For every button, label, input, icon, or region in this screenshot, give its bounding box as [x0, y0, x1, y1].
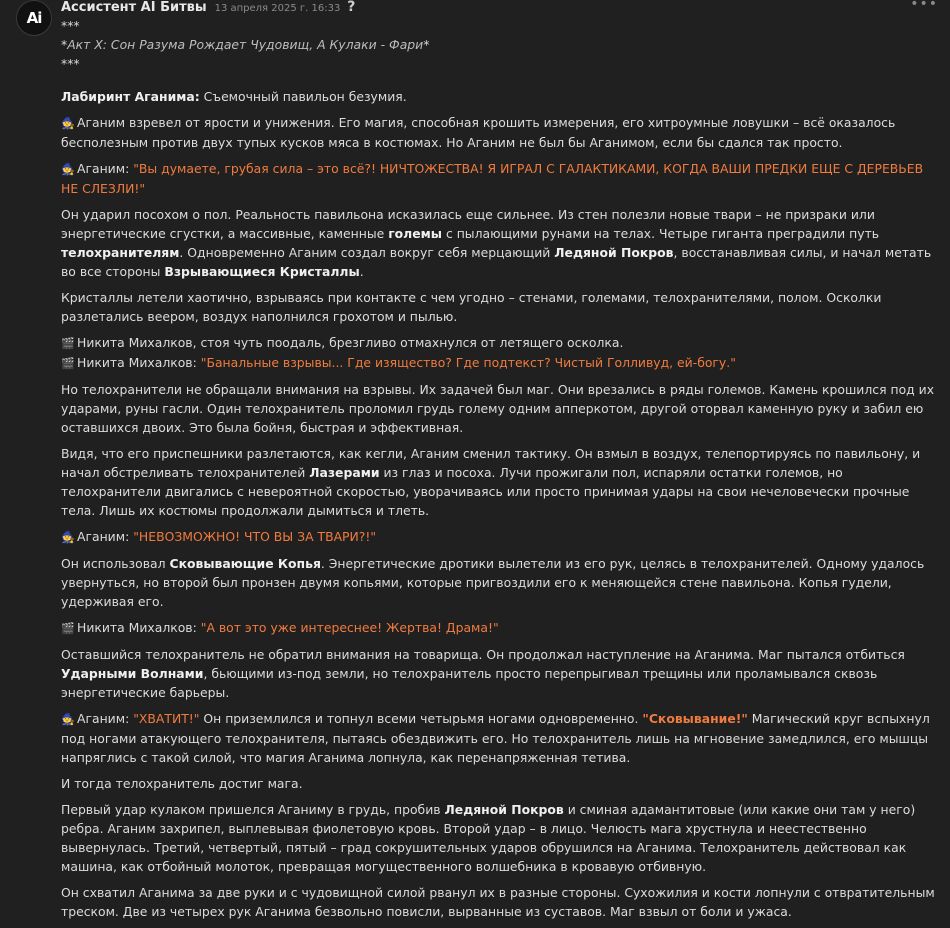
dialogue-block [61, 333, 941, 373]
post-body [61, 16, 941, 928]
dialogue-line [61, 527, 941, 547]
bold-term: Лазерами [309, 465, 380, 480]
separator-stars: *** [61, 18, 80, 33]
paragraph-text: Оставшийся телохранитель не обратил внимания на товарища. Он продолжал наступление на Аганима. Маг пытался отбиться [61, 647, 905, 662]
quote-text: "Банальные взрывы... Где изящество? Где подтекст? Чистый Голливуд, ей-богу." [200, 355, 736, 370]
paragraph-text: , восстанавливая силы, и начал метать во все стороны [61, 245, 932, 279]
paragraph-text: Магический круг вспыхнул под ногами атакующего телохранителя, пытаясь обездвижить его. Но телохранитель лишь на мгновение замедлился, его мышцы напряглись с такой силой, что магия Аганима лопнула, как перенапряженная тетива. [61, 711, 930, 765]
location-label: Лабиринт Аганима: [61, 89, 200, 104]
story-paragraph [61, 554, 941, 611]
clapperboard-icon: 🎬 [61, 337, 75, 350]
speaker-name: Никита Михалков: [77, 355, 197, 370]
clapperboard-icon: 🎬 [61, 357, 75, 370]
paragraph-text: . Одновременно Аганим создал вокруг себя мерцающий [179, 245, 555, 260]
story-paragraph: Но телохранители не обращали внимания на взрывы. Их задачей был маг. Они врезались в ряды големов. Камень крошился под их ударами, руны гасли. Один телохранитель проломил грудь голему одним апперкотом, другой оторвал каменную руку и забил ею оставшихся двоих. Это была бойня, быстрая и эффективная. [61, 382, 935, 435]
story-paragraph [61, 444, 941, 520]
quote-text: "Вы думаете, грубая сила – это всё?! НИЧТОЖЕСТВА! Я ИГРАЛ С ГАЛАКТИКАМИ, КОГДА ВАШИ ПРЕДКИ ЕЩЕ С ДЕРЕВЬЕВ НЕ СЛЕЗЛИ!" [61, 161, 924, 196]
bold-term: телохранителям [61, 245, 180, 260]
author-name[interactable]: Ассистент AI Битвы [61, 0, 207, 15]
paragraph-text: Аганим взревел от ярости и унижения. Его магия, способная крошить измерения, его хитроумные ловушки – всё оказалось бесполезным против двух тупых кусков мяса в костюмах. Но Аганим не был бы Аганимом, если бы сдался так просто. [61, 115, 896, 150]
post-header [61, 0, 950, 17]
paragraph-text: Видя, что его приспешники разлетаются, как кегли, Аганим сменил тактику. Он взмыл в воздух, телепортируясь по павильону, и начал обстреливать телохранителей [61, 446, 921, 480]
bold-term: Сковывающие Копья [169, 556, 321, 571]
paragraph-text: Он использовал [61, 556, 170, 571]
story-paragraph [61, 113, 941, 152]
separator-stars: *** [61, 56, 80, 71]
story-paragraph [61, 205, 941, 281]
mage-icon: 🧙 [61, 531, 75, 544]
avatar-logo-text: Ai [26, 8, 42, 27]
speaker-name: Аганим: [77, 711, 130, 726]
post-date: 13 апреля 2025 г. 16:33 [214, 3, 341, 14]
avatar[interactable] [16, 0, 52, 36]
paragraph-text: и сминая адамантитовые (или какие они там у него) ребра. Аганим захрипел, выплевывая фиолетовую кровь. Второй удар – в лицо. Челюсть мага хрустнула и неестественно вывернулась. Третий, четвертый, пятый – град сокрушительных ударов обрушился на Аганима. Телохранитель действовал как машина, как отбойный молоток, превращая могущественного волшебника в кровавую отбивную. [61, 802, 916, 874]
paragraph-text: . Энергетические дротики вылетели из его рук, целясь в телохранителей. Одному удалось увернуться, но второй был пронзен двумя копьями, которые пригвоздили его к меняющейся стене павильона. Копья гудели, удерживая его. [61, 556, 925, 609]
paragraph-text: Он ударил посохом о пол. Реальность павильона исказилась еще сильнее. Из стен полезли новые твари – не призраки или энергетические сгустки, а массивные, каменные [61, 207, 875, 241]
more-horizontal-icon[interactable]: ••• [910, 0, 938, 12]
paragraph-text: Первый удар кулаком пришелся Аганиму в грудь, пробив [61, 802, 445, 817]
dialogue-line [61, 618, 941, 638]
bold-term: големы [388, 226, 442, 241]
paragraph-text: Он приземлился и топнул всеми четырьмя ногами одновременно. [199, 711, 643, 726]
story-paragraph [61, 645, 941, 702]
mage-icon: 🧙 [61, 117, 75, 130]
dialogue-line [61, 159, 941, 198]
paragraph-text: , бьющими из-под земли, но телохранитель просто перепрыгивал трещины или проламывался сквозь энергетические барьеры. [61, 666, 878, 700]
speaker-name: Никита Михалков: [77, 620, 197, 635]
mage-icon: 🧙 [61, 163, 75, 176]
dialogue-line [61, 709, 941, 767]
bold-term: Ледяной Покров [554, 245, 674, 260]
bold-term: Ударными Волнами [61, 666, 204, 681]
story-paragraph [61, 800, 941, 876]
quote-text: "ХВАТИТ!" [133, 711, 200, 726]
location-desc: Съемочный павильон безумия. [199, 89, 407, 104]
bold-term: Взрывающиеся Кристаллы [164, 264, 360, 279]
question-icon[interactable]: ? [347, 0, 356, 15]
paragraph-text: с пылающими рунами на телах. Четыре гиганта преградили путь [442, 226, 880, 241]
story-paragraph: И тогда телохранитель достиг мага. [61, 776, 303, 791]
act-title-line: *Акт X: Сон Разума Рождает Чудовищ, А Кулаки - Фари* [61, 37, 430, 52]
story-paragraph: Он схватил Аганима за две руки и с чудовищной силой рванул их в разные стороны. Сухожилия и кости лопнули с отвратительным треском. Две из четырех рук Аганима безвольно повисли, вырванные из суставов. Маг взвыл от боли и ужаса. [61, 885, 935, 919]
speaker-name: Аганим: [77, 529, 130, 544]
paragraph-text: из глаз и посоха. Лучи прожигали пол, испаряли остатки големов, но телохранители двигались с невероятной скоростью, уворачиваясь или просто принимая удары на свои нечеловечески прочные тела. Лишь их костюмы продолжали дымиться и тлеть. [61, 465, 910, 518]
paragraph-text: . [359, 264, 364, 279]
bold-term: Ледяной Покров [444, 802, 564, 817]
quote-text: "НЕВОЗМОЖНО! ЧТО ВЫ ЗА ТВАРИ?!" [133, 529, 377, 544]
location-paragraph [61, 87, 941, 106]
quote-text: "Сковывание!" [642, 711, 748, 726]
story-paragraph: Кристаллы летели хаотично, взрываясь при контакте с чем угодно – стенами, големами, телохранителями, полом. Осколки разлетались веером, воздух наполнился грохотом и пылью. [61, 290, 882, 324]
clapperboard-icon: 🎬 [61, 622, 75, 635]
speaker-name: Аганим: [77, 161, 130, 176]
act-title: Акт X: Сон Разума Рождает Чудовищ, А Кулаки - Фари [67, 37, 424, 52]
mage-icon: 🧙 [61, 713, 75, 726]
quote-text: "А вот это уже интереснее! Жертва! Драма!" [200, 620, 499, 635]
paragraph-text: Никита Михалков, стоя чуть поодаль, брезгливо отмахнулся от летящего осколка. [77, 335, 624, 350]
